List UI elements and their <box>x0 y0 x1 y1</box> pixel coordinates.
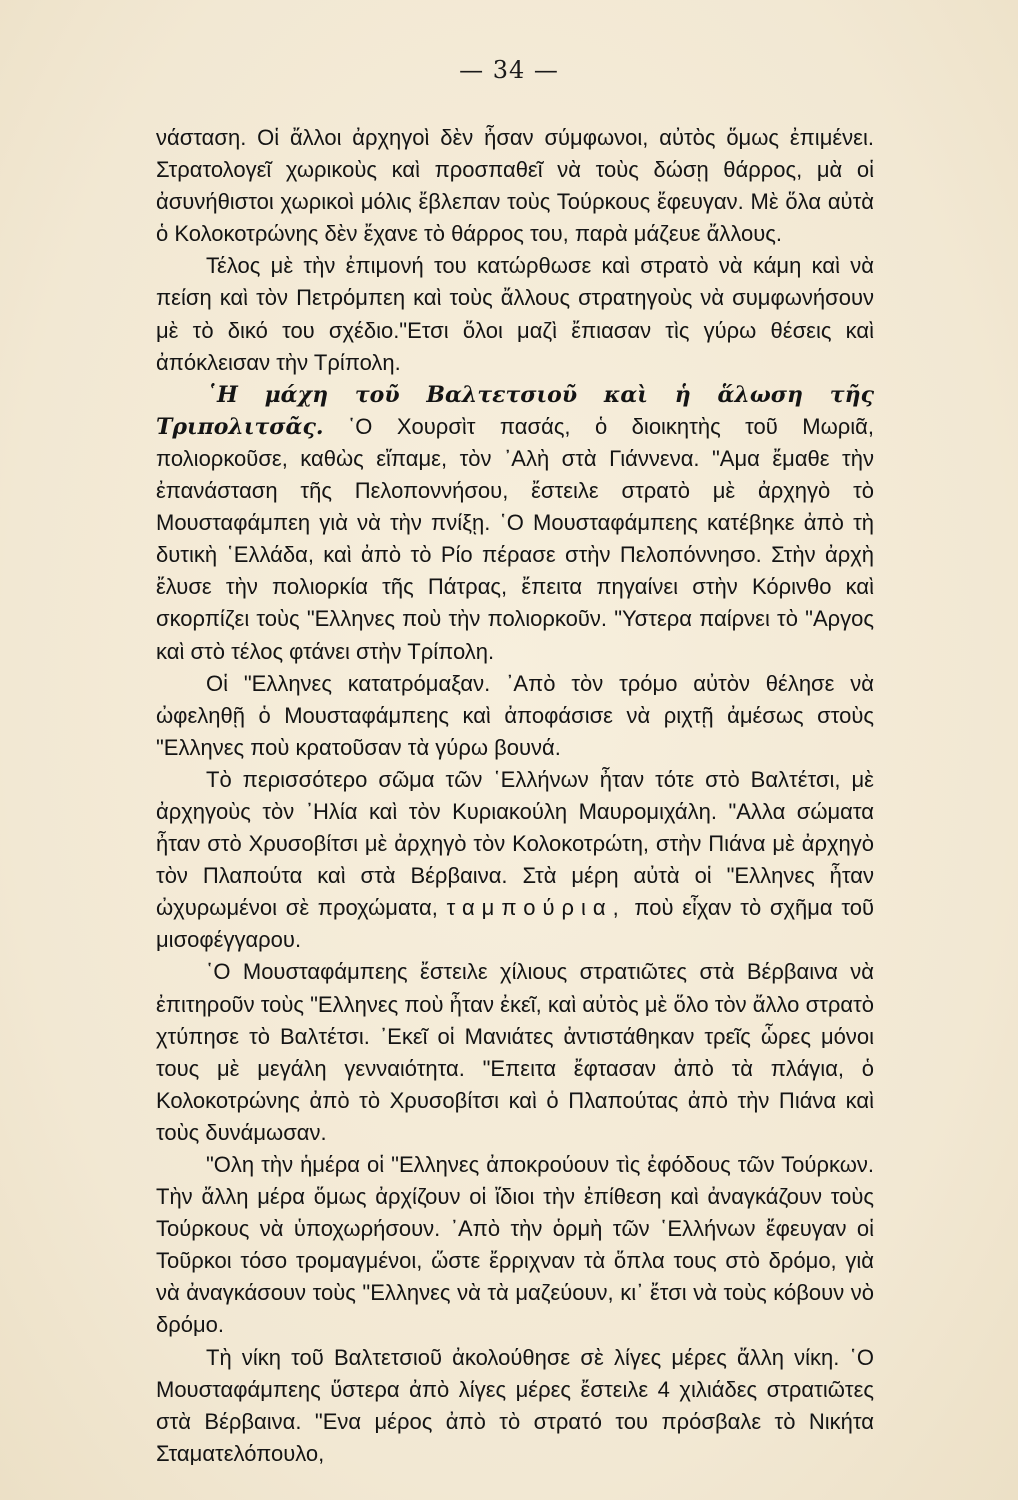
paragraph-text: ῾Ο Χουρσὶτ πασάς, ὁ διοικητὴς τοῦ Μωριᾶ, πολιορκοῦσε, καθὼς εἴπαμε, τὸν ᾿Αλὴ στὰ Γιάννενα. "Αμα ἔμαθε τὴν ἐπανάσταση τῆς Πελοποννήσου, ἔστειλε στρατὸ μὲ ἀρχηγὸ τὸ Μουσταφάμπεη γιὰ νὰ τὴν πνίξῃ. ῾Ο Μουσταφάμπεης κατέβηκε ἀπὸ τὴ δυτικὴ ῾Ελλάδα, καὶ ἀπὸ τὸ Ρίο πέρασε στὴν Πελοπόννησο. Στὴν ἀρχὴ ἔλυσε τὴν πολιορκία τῆς Πάτρας, ἔπειτα πηγαίνει στὴν Κόρινθο καὶ σκορπίζει τοὺς "Ελληνες ποὺ τὴν πολιορκοῦν. "Υστερα παίρνει τὸ "Αργος καὶ στὸ τέλος φτάνει στὴν Τρίπολη. <box>156 413 874 664</box>
page-number: — 34 — <box>459 56 559 84</box>
section-heading: ῾Η μάχη τοῦ Βαλτετσιοῦ καὶ ἡ ἅλωση τῆς Τριπολιτσᾶς. <box>156 381 874 440</box>
spaced-term: ταμπούρια, <box>446 895 626 921</box>
paragraph: Οἱ "Ελληνες κατατρόμαξαν. ᾿Απὸ τὸν τρόμο αὐτὸν θέλησε νὰ ὠφεληθῇ ὁ Μουσταφάμπεης καὶ ἀποφάσισε νὰ ριχτῇ ἀμέσως στοὺς "Ελληνες ποὺ κρατοῦσαν τὰ γύρω βουνά. <box>156 670 874 760</box>
body-text <box>156 122 874 1470</box>
paragraph <box>156 764 874 957</box>
paragraph: "Ολη τὴν ἡμέρα οἱ "Ελληνες ἀποκρούουν τὶς ἐφόδους τῶν Τούρκων. Τὴν ἄλλη μέρα ὅμως ἀρχίζουν οἱ ἴδιοι τὴν ἐπίθεση καὶ ἀναγκάζουν τοὺς Τούρκους νὰ ὑποχωρήσουν. ᾿Απὸ τὴν ὁρμὴ τῶν ῾Ελλήνων ἔφευγαν οἱ Τοῦρκοι τόσο τρομαγμένοι, ὥστε ἔρριχναν τὰ ὅπλα τους στὸ δρόμο, γιὰ νὰ ἀναγκάσουν τοὺς "Ελληνες νὰ τὰ μαζεύουν, κι᾿ ἔτσι νὰ τοὺς κόβουν νὸ δρόμο. <box>156 1152 874 1338</box>
paragraph-text: Τὸ περισσότερο σῶμα τῶν ῾Ελλήνων ἦταν τότε στὸ Βαλτέτσι, μὲ ἀρχηγοὺς τὸν ᾿Ηλία καὶ τὸν Κυριακούλη Μαυρομιχάλη. "Αλλα σώματα ἦταν στὸ Χρυσοβίτσι μὲ ἀρχηγὸ τὸν Κολοκοτρώτη, στὴν Πιάνα μὲ ἀρχηγὸ τὸν Πλαπούτα καὶ στὰ Βέρβαινα. Στὰ μέρη αὐτὰ οἱ "Ελληνες ἦταν ὠχυρωμένοι σὲ προχώματα, <box>156 766 874 921</box>
paragraph: ῾Ο Μουσταφάμπεης ἔστειλε χίλιους στρατιῶτες στὰ Βέρβαινα νὰ ἐπιτηροῦν τοὺς "Ελληνες ποὺ ἦταν ἐκεῖ, καὶ αὐτὸς μὲ ὅλο τὸν ἄλλο στρατὸ χτύπησε τὸ Βαλτέτσι. ᾿Εκεῖ οἱ Μανιάτες ἀντιστάθηκαν τρεῖς ὧρες μόνοι τους μὲ μεγάλη γενναιότητα. "Επειτα ἔφτασαν ἀπὸ τὰ πλάγια, ὁ Κολοκοτρώνης ἀπὸ τὸ Χρυσοβίτσι καὶ ὁ Πλαπούτας ἀπὸ τὴν Πιάνα καὶ τοὺς δυνάμωσαν. <box>156 959 874 1145</box>
paragraph: Τέλος μὲ τὴν ἐπιμονή του κατώρθωσε καὶ στρατὸ νὰ κάμη καὶ νὰ πείση καὶ τὸν Πετρόμπεη καὶ τοὺς ἄλλους στρατηγοὺς νὰ συμφωνήσουν μὲ τὸ δικό του σχέδιο."Ετσι ὅλοι μαζὶ ἔπιασαν τὶς γύρω θέσεις καὶ ἀπόκλεισαν τὴν Τρίπολη. <box>156 253 874 375</box>
paragraph: Τὴ νίκη τοῦ Βαλτετσιοῦ ἀκολούθησε σὲ λίγες μέρες ἄλλη νίκη. ῾Ο Μουσταφάμπεης ὕστερα ἀπὸ λίγες μέρες ἔστειλε 4 χιλιάδες στρατιῶτες στὰ Βέρβαινα. "Ενα μέρος ἀπὸ τὸ στρατό του πρόσβαλε τὸ Νικήτα Σταματελόπουλο, <box>156 1344 874 1466</box>
paragraph: νάσταση. Οἱ ἄλλοι ἀρχηγοὶ δὲν ἦσαν σύμφωνοι, αὐτὸς ὅμως ἐπιμένει. Στρατολογεῖ χωρικοὺς καὶ προσπαθεῖ νὰ τοὺς δώσῃ θάρρος, μὰ οἱ ἀσυνήθιστοι χωρικοὶ μόλις ἔβλεπαν τοὺς Τούρκους ἔφευγαν. Μὲ ὅλα αὐτὰ ὁ Κολοκοτρώνης δὲν ἔχανε τὸ θάρρος του, παρὰ μάζευε ἄλλους. <box>156 125 874 247</box>
paragraph <box>156 379 874 668</box>
paragraph-text: ποὺ εἶχαν τὸ σχῆμα τοῦ μισοφέγγαρου. <box>156 895 874 953</box>
